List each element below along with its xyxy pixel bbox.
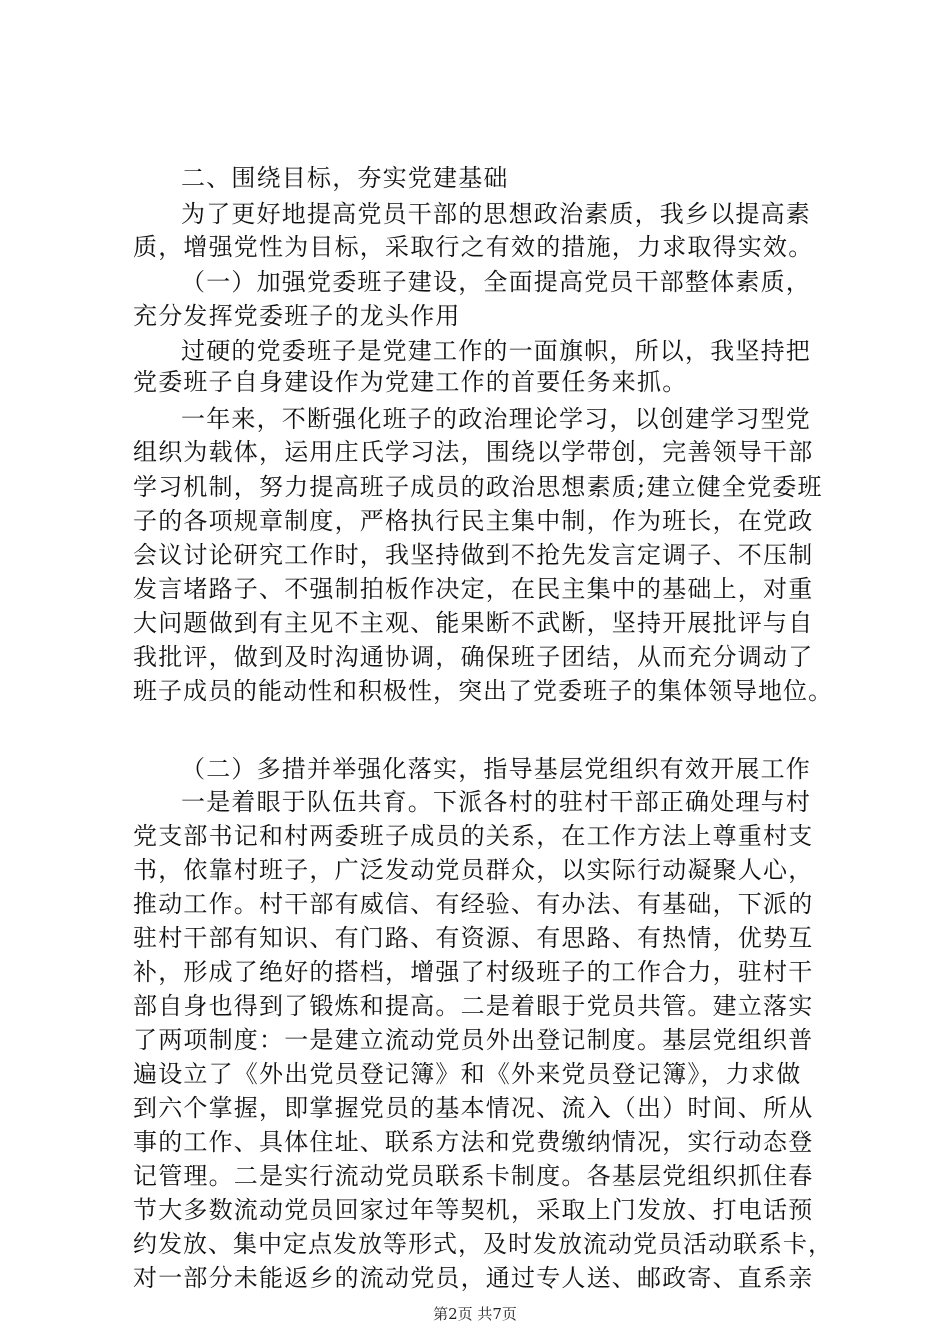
paragraph-line: 学习机制，努力提高班子成员的政治思想素质;建立健全党委班 xyxy=(133,473,823,501)
subsection-heading: 充分发挥党委班子的龙头作用 xyxy=(133,302,461,330)
paragraph-line: 推动工作。村干部有威信、有经验、有办法、有基础，下派的 xyxy=(133,890,814,918)
paragraph-line: 部自身也得到了锻炼和提高。二是着眼于党员共管。建立落实 xyxy=(133,992,814,1020)
paragraph-line: 班子成员的能动性和积极性，突出了党委班子的集体领导地位。 xyxy=(133,677,833,705)
paragraph-line: 补，形成了绝好的搭档，增强了村级班子的工作合力，驻村干 xyxy=(133,958,814,986)
paragraph-line: 记管理。二是实行流动党员联系卡制度。各基层党组织抓住春 xyxy=(133,1162,814,1190)
paragraph-line: 为了更好地提高党员干部的思想政治素质，我乡以提高素 xyxy=(181,200,811,228)
paragraph-line: 我批评，做到及时沟通协调，确保班子团结，从而充分调动了 xyxy=(133,643,814,671)
paragraph-line: 对一部分未能返乡的流动党员，通过专人送、邮政寄、直系亲 xyxy=(133,1264,814,1292)
paragraph-line: 党支部书记和村两委班子成员的关系，在工作方法上尊重村支 xyxy=(133,822,814,850)
paragraph-line: 书，依靠村班子，广泛发动党员群众，以实际行动凝聚人心， xyxy=(133,856,814,884)
section-heading: 二、围绕目标，夯实党建基础 xyxy=(181,164,509,192)
paragraph-line: 组织为载体，运用庄氏学习法，围绕以学带创，完善领导干部 xyxy=(133,438,814,466)
paragraph-line: 一年来，不断强化班子的政治理论学习，以创建学习型党 xyxy=(181,405,811,433)
paragraph-line: 到六个掌握，即掌握党员的基本情况、流入（出）时间、所从 xyxy=(133,1094,814,1122)
paragraph-line: 约发放、集中定点发放等形式，及时发放流动党员活动联系卡， xyxy=(133,1230,833,1258)
paragraph-line: 节大多数流动党员回家过年等契机，采取上门发放、打电话预 xyxy=(133,1196,814,1224)
paragraph-line: 子的各项规章制度，严格执行民主集中制，作为班长，在党政 xyxy=(133,507,814,535)
paragraph-line: 事的工作、具体住址、联系方法和党费缴纳情况，实行动态登 xyxy=(133,1128,814,1156)
paragraph-line: 了两项制度：一是建立流动党员外出登记制度。基层党组织普 xyxy=(133,1026,814,1054)
paragraph-line: 遍设立了《外出党员登记簿》和《外来党员登记簿》，力求做 xyxy=(133,1060,802,1088)
paragraph-line: 党委班子自身建设作为党建工作的首要任务来抓。 xyxy=(133,368,688,396)
subsection-heading: （二）多措并举强化落实，指导基层党组织有效开展工作 xyxy=(181,755,811,783)
paragraph-line: 发言堵路子、不强制拍板作决定，在民主集中的基础上，对重 xyxy=(133,575,814,603)
paragraph-line: 质，增强党性为目标，采取行之有效的措施，力求取得实效。 xyxy=(133,233,814,261)
paragraph-line: 大问题做到有主见不主观、能果断不武断，坚持开展批评与自 xyxy=(133,609,814,637)
paragraph-line: 一是着眼于队伍共育。下派各村的驻村干部正确处理与村 xyxy=(181,788,811,816)
subsection-heading: （一）加强党委班子建设，全面提高党员干部整体素质， xyxy=(181,268,811,296)
page-number-footer: 第2页 共7页 xyxy=(433,1305,517,1323)
paragraph-line: 过硬的党委班子是党建工作的一面旗帜，所以，我坚持把 xyxy=(181,337,811,365)
paragraph-line: 驻村干部有知识、有门路、有资源、有思路、有热情，优势互 xyxy=(133,924,814,952)
paragraph-line: 会议讨论研究工作时，我坚持做到不抢先发言定调子、不压制 xyxy=(133,541,814,569)
